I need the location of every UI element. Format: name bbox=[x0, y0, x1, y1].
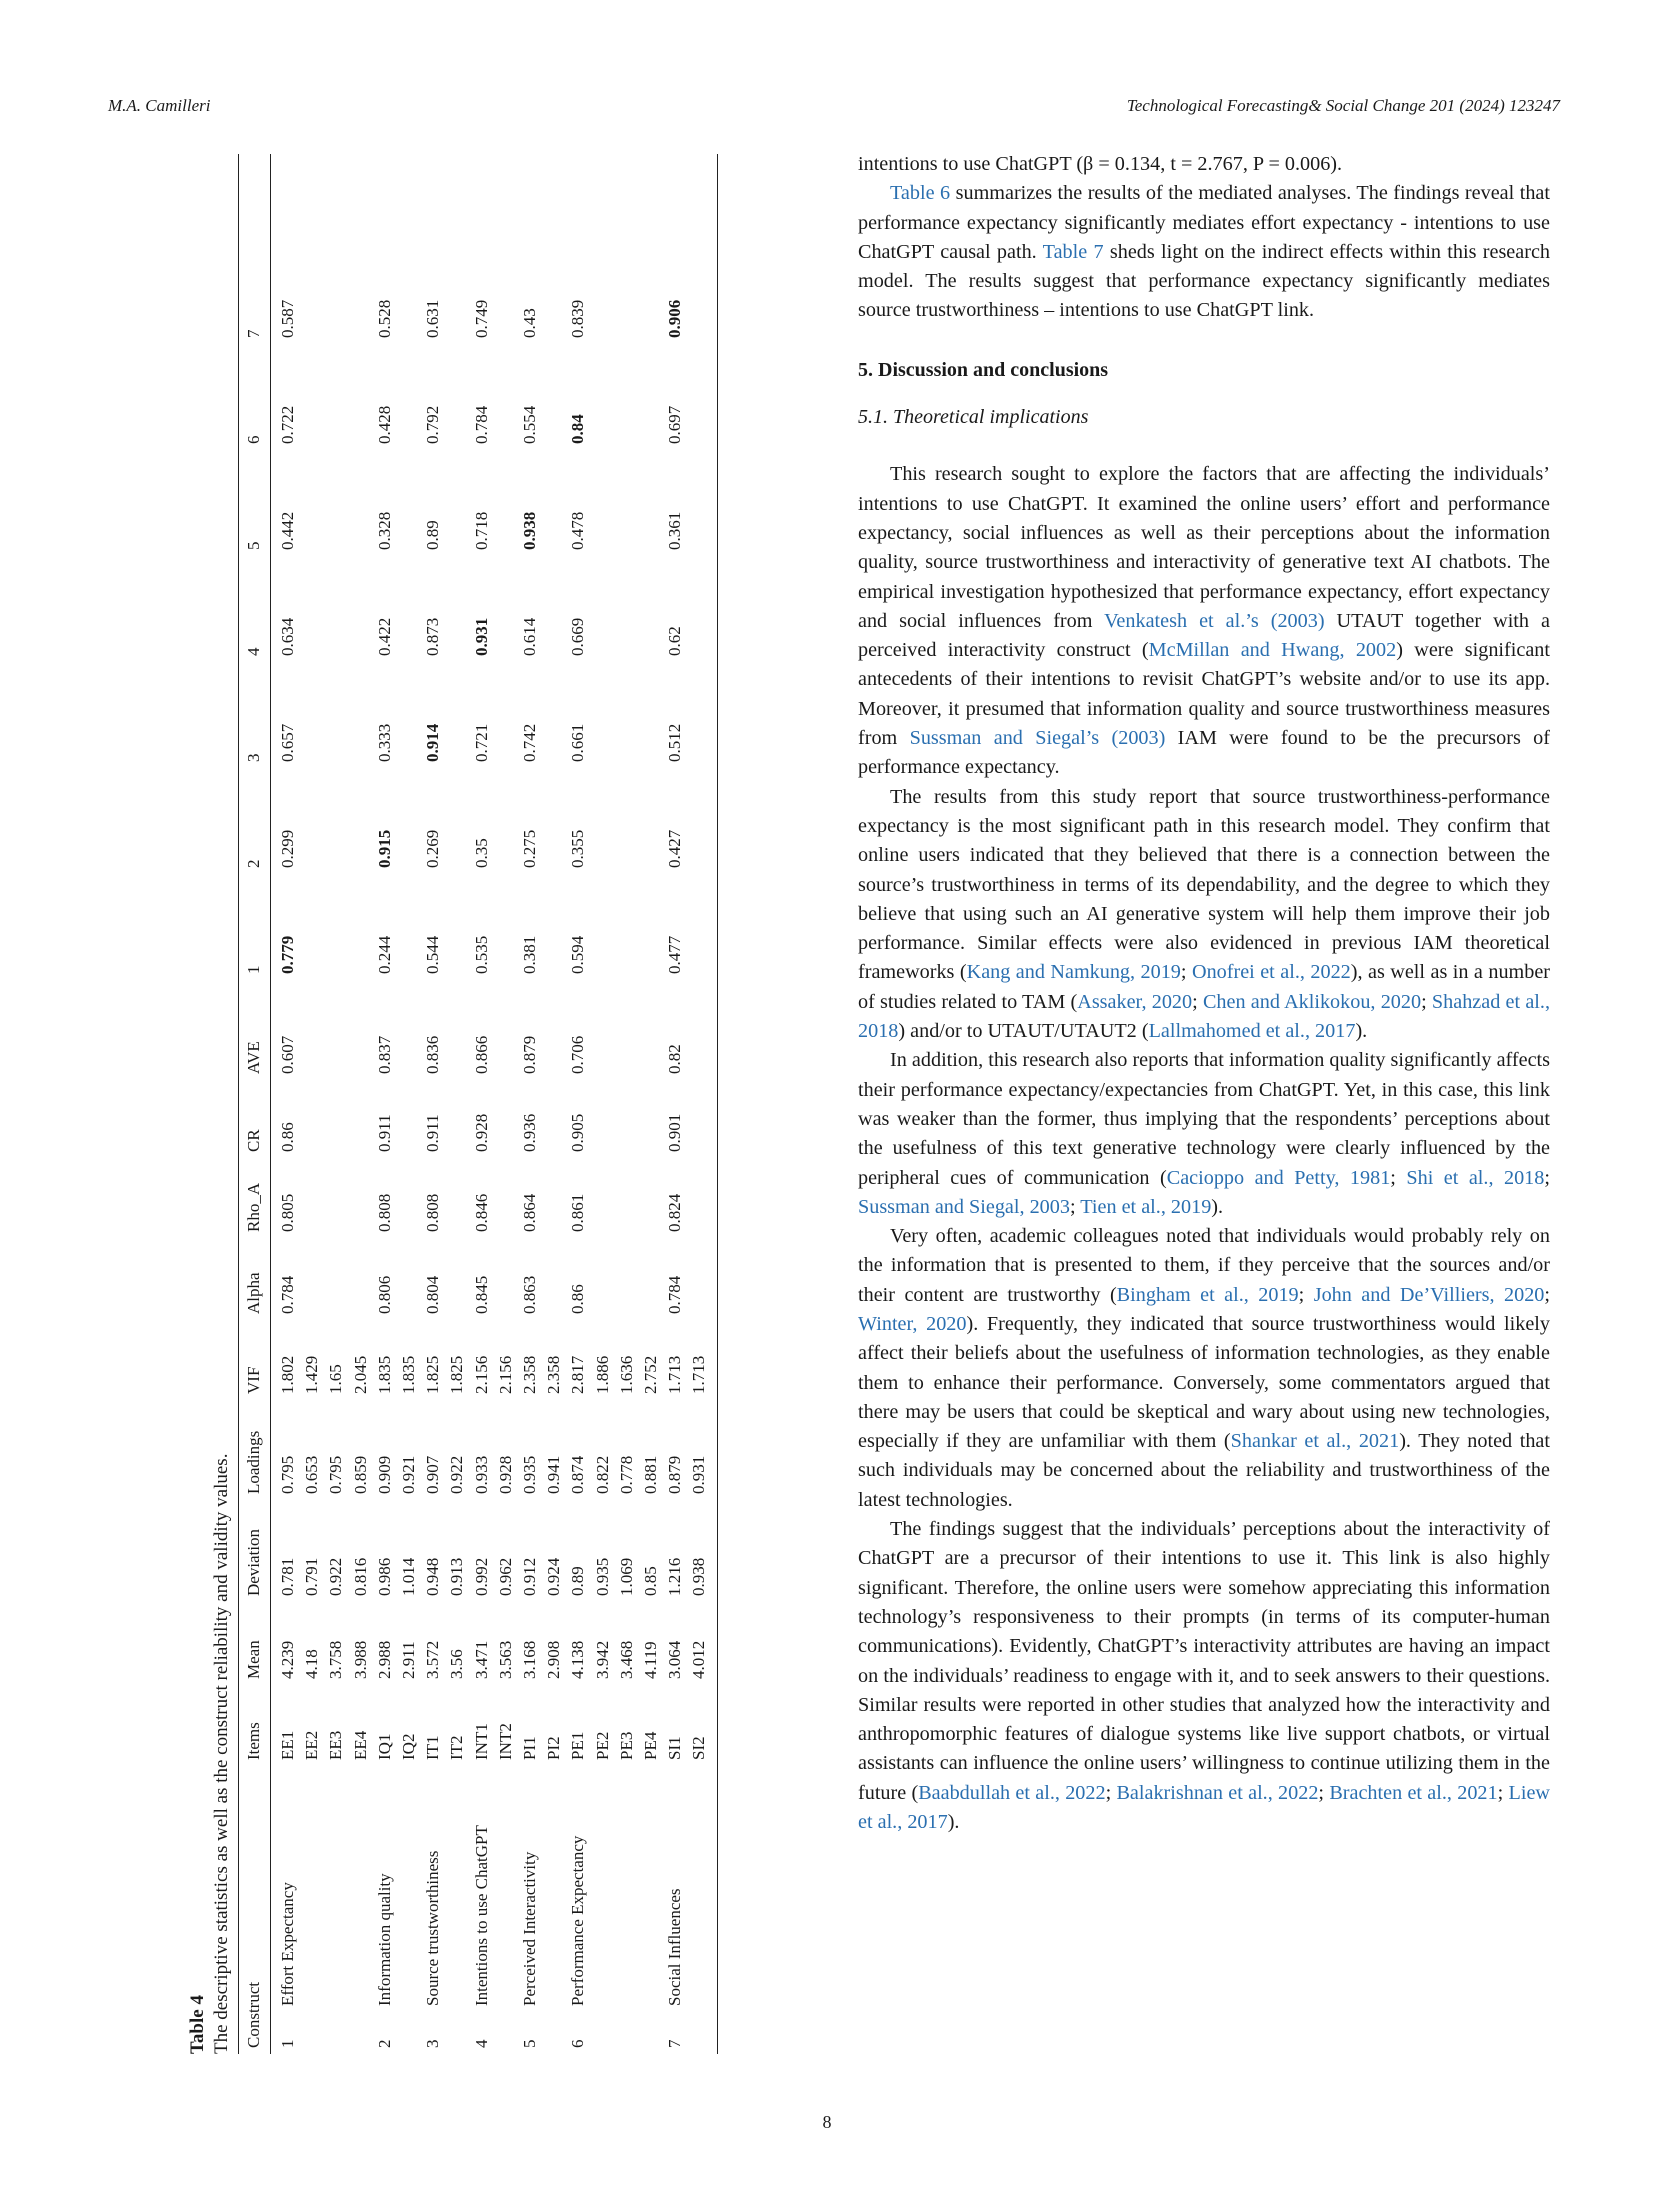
table-cell-correlation: 0.84 bbox=[568, 414, 588, 444]
citation-link[interactable]: Assaker, 2020 bbox=[1077, 990, 1193, 1013]
table-cell-loading: 0.941 bbox=[544, 1455, 564, 1494]
table-header-cell: CR bbox=[244, 1129, 263, 1152]
table-header-cell: 3 bbox=[244, 753, 263, 762]
citation-link[interactable]: Sussman and Siegal’s (2003) bbox=[909, 727, 1166, 750]
citation-link[interactable]: Tien et al., 2019 bbox=[1080, 1195, 1212, 1218]
table-cell-item: INT1 bbox=[471, 1723, 491, 1760]
table-cell-construct-name: Intentions to use ChatGPT bbox=[471, 1825, 491, 2006]
table-cell-loading: 0.921 bbox=[399, 1455, 418, 1494]
table-cell-item: EE4 bbox=[350, 1730, 370, 1760]
table-cell-mean: 3.56 bbox=[447, 1649, 467, 1679]
table-cell-correlation: 0.355 bbox=[568, 829, 588, 868]
table-cell-item: SI1 bbox=[665, 1736, 685, 1760]
table-cell-item: PI2 bbox=[544, 1736, 564, 1760]
table-cell-correlation: 0.427 bbox=[665, 829, 685, 868]
table-cell-loading: 0.653 bbox=[302, 1455, 322, 1494]
table-cell-vif: 2.156 bbox=[495, 1355, 515, 1394]
table-cell-loading: 0.928 bbox=[495, 1455, 515, 1494]
citation-link[interactable]: Bingham et al., 2019 bbox=[1116, 1283, 1299, 1306]
table-cell-correlation: 0.721 bbox=[471, 723, 491, 762]
table-cell-correlation: 0.361 bbox=[665, 511, 685, 550]
table-rule-top bbox=[238, 154, 239, 2054]
table-cell-item: EE2 bbox=[302, 1730, 322, 1760]
table-cell-mean: 3.168 bbox=[520, 1640, 539, 1679]
table-cell-correlation: 0.299 bbox=[278, 829, 297, 868]
table-cell-loading: 0.933 bbox=[471, 1455, 491, 1494]
table-header-cell: Deviation bbox=[244, 1528, 263, 1596]
table-ref-link[interactable]: Table 6 bbox=[890, 182, 951, 205]
table-ref-link[interactable]: Table 7 bbox=[1042, 240, 1104, 263]
page-number: 8 bbox=[822, 2112, 832, 2132]
table-cell-vif: 1.835 bbox=[399, 1355, 418, 1394]
table-cell-loading: 0.879 bbox=[665, 1455, 685, 1494]
table-cell-correlation: 0.931 bbox=[471, 617, 491, 656]
table-cell-correlation: 0.631 bbox=[423, 299, 443, 338]
table-cell-loading: 0.795 bbox=[278, 1455, 297, 1494]
table-header-cell: 6 bbox=[244, 435, 263, 444]
table-cell-alpha: 0.784 bbox=[665, 1275, 685, 1314]
table-cell-correlation: 0.544 bbox=[423, 935, 443, 974]
table-cell-deviation: 1.014 bbox=[399, 1557, 418, 1596]
table-cell-deviation: 0.85 bbox=[641, 1566, 660, 1596]
table-cell-construct-name: Social Influences bbox=[665, 1888, 685, 2006]
table-cell-construct-number: 3 bbox=[423, 2039, 443, 2048]
table-header-cell: VIF bbox=[244, 1366, 263, 1394]
table-cell-loading: 0.859 bbox=[350, 1455, 370, 1494]
table-cell-rho-a: 0.808 bbox=[374, 1193, 394, 1232]
citation-link[interactable]: Chen and Aklikokou, 2020 bbox=[1202, 990, 1422, 1013]
subsection-heading: 5.1. Theoretical implications bbox=[858, 406, 1089, 429]
table-cell-mean: 4.18 bbox=[302, 1649, 322, 1679]
citation-link[interactable]: Lallmahomed et al., 2017 bbox=[1148, 1020, 1356, 1043]
table-cell-correlation: 0.89 bbox=[423, 520, 443, 550]
section-heading: 5. Discussion and conclusions bbox=[858, 358, 1109, 381]
table-cell-deviation: 0.938 bbox=[689, 1557, 709, 1596]
table-cell-correlation: 0.914 bbox=[423, 723, 443, 762]
running-head-author: M.A. Camilleri bbox=[108, 96, 211, 115]
table-cell-deviation: 0.924 bbox=[544, 1557, 564, 1596]
table-cell-item: PE3 bbox=[616, 1731, 636, 1760]
table-cell-correlation: 0.554 bbox=[520, 405, 539, 444]
table-cell-cr: 0.905 bbox=[568, 1113, 588, 1152]
table-cell-rho-a: 0.846 bbox=[471, 1193, 491, 1232]
table-cell-correlation: 0.594 bbox=[568, 935, 588, 974]
table-cell-correlation: 0.381 bbox=[520, 935, 539, 974]
table-cell-deviation: 0.948 bbox=[423, 1557, 443, 1596]
table-cell-item: SI2 bbox=[689, 1736, 709, 1760]
table-cell-deviation: 0.781 bbox=[278, 1557, 297, 1596]
table-cell-deviation: 0.816 bbox=[350, 1557, 370, 1596]
table-cell-ave: 0.836 bbox=[423, 1035, 443, 1074]
table-cell-deviation: 0.992 bbox=[471, 1557, 491, 1596]
table-cell-ave: 0.879 bbox=[520, 1035, 539, 1074]
table-cell-construct-name: Performance Expectancy bbox=[568, 1835, 588, 2006]
table-header-cell: 7 bbox=[244, 329, 263, 338]
table-header-cell: Loadings bbox=[244, 1430, 263, 1494]
table-cell-correlation: 0.669 bbox=[568, 617, 588, 656]
citation-link[interactable]: Balakrishnan et al., 2022 bbox=[1116, 1781, 1319, 1804]
table-cell-cr: 0.911 bbox=[423, 1114, 443, 1152]
table-cell-ave: 0.837 bbox=[374, 1035, 394, 1074]
table-cell-loading: 0.935 bbox=[520, 1455, 539, 1494]
table-cell-construct-name: Perceived Interactivity bbox=[520, 1851, 539, 2006]
citation-link[interactable]: McMillan and Hwang, 2002 bbox=[1148, 639, 1397, 662]
table-cell-loading: 0.909 bbox=[374, 1455, 394, 1494]
table-cell-item: PE1 bbox=[568, 1731, 588, 1760]
table-cell-correlation: 0.873 bbox=[423, 617, 443, 656]
table-cell-construct-number: 7 bbox=[665, 2039, 685, 2048]
table-cell-mean: 4.138 bbox=[568, 1640, 588, 1679]
citation-link[interactable]: Sussman and Siegal, 2003 bbox=[858, 1195, 1070, 1218]
citation-link[interactable]: Shankar et al., 2021 bbox=[1230, 1430, 1400, 1453]
table-cell-deviation: 1.216 bbox=[665, 1557, 685, 1596]
table-cell-correlation: 0.422 bbox=[374, 617, 394, 656]
table-cell-vif: 2.817 bbox=[568, 1355, 588, 1394]
table-cell-correlation: 0.428 bbox=[374, 405, 394, 444]
table-cell-rho-a: 0.808 bbox=[423, 1193, 443, 1232]
table-cell-loading: 0.874 bbox=[568, 1455, 588, 1494]
citation-link[interactable]: Venkatesh et al.’s (2003) bbox=[1104, 609, 1325, 632]
table-cell-correlation: 0.477 bbox=[665, 935, 685, 974]
table-cell-item: PE4 bbox=[641, 1731, 660, 1760]
table-cell-vif: 1.886 bbox=[592, 1355, 612, 1394]
table-cell-vif: 1.65 bbox=[326, 1364, 346, 1394]
table-cell-loading: 0.881 bbox=[641, 1455, 660, 1494]
table-cell-loading: 0.822 bbox=[592, 1455, 612, 1494]
table-rule-header bbox=[270, 154, 271, 2054]
citation-link[interactable]: Winter, 2020 bbox=[858, 1312, 967, 1335]
table-cell-correlation: 0.587 bbox=[278, 299, 297, 338]
table-cell-mean: 3.758 bbox=[326, 1640, 346, 1679]
table-cell-correlation: 0.62 bbox=[665, 626, 685, 656]
table-cell-mean: 3.572 bbox=[423, 1640, 443, 1679]
table-cell-construct-number: 6 bbox=[568, 2039, 588, 2048]
table-cell-item: INT2 bbox=[495, 1723, 515, 1760]
table-cell-correlation: 0.906 bbox=[665, 299, 685, 338]
table-header-cell: 1 bbox=[244, 965, 263, 974]
table-cell-deviation: 0.922 bbox=[326, 1557, 346, 1596]
paragraph: Very often, academic colleagues noted that individuals would probably rely on the information that is presented to them, if they perceive that the sources and/or their content are trustworthy (Bingham et al., 2019; John and De’Villiers, 2020; Winter, 2020). Frequently, they indicated that source trustworthiness would likely affect their beliefs about the usefulness of information technologies, as they enable them to enhance their performance. Conversely, some commentators argued that there may be users that could be skeptical and wary about using new technologies, especially if they are unfamiliar with them (Shankar et al., 2021). They noted that such individuals may be concerned about the reliability and trustworthiness of the latest technologies. bbox=[858, 1225, 1550, 1511]
table-header-cell: Items bbox=[244, 1722, 263, 1760]
table-cell-correlation: 0.535 bbox=[471, 935, 491, 974]
table-cell-construct-number: 4 bbox=[471, 2039, 491, 2048]
table-cell-vif: 2.045 bbox=[350, 1355, 370, 1394]
table-cell-cr: 0.928 bbox=[471, 1113, 491, 1152]
table-cell-cr: 0.86 bbox=[278, 1122, 297, 1152]
table-header-cell: 4 bbox=[244, 647, 263, 656]
citation-link[interactable]: Brachten et al., 2021 bbox=[1329, 1781, 1498, 1804]
table-cell-cr: 0.936 bbox=[520, 1113, 539, 1152]
table-cell-correlation: 0.938 bbox=[520, 511, 539, 550]
table-cell-correlation: 0.718 bbox=[471, 511, 491, 550]
table-cell-construct-name: Information quality bbox=[374, 1873, 394, 2006]
table-cell-item: IT1 bbox=[423, 1735, 443, 1760]
table-cell-item: IQ1 bbox=[374, 1733, 394, 1760]
table-cell-correlation: 0.915 bbox=[374, 829, 394, 868]
table-cell-loading: 0.931 bbox=[689, 1455, 709, 1494]
table-cell-correlation: 0.35 bbox=[471, 838, 491, 868]
table-cell-vif: 1.636 bbox=[616, 1355, 636, 1394]
table-cell-alpha: 0.845 bbox=[471, 1275, 491, 1314]
citation-link[interactable]: Shi et al., 2018 bbox=[1406, 1166, 1545, 1189]
table-cell-ave: 0.82 bbox=[665, 1044, 685, 1074]
table-cell-alpha: 0.863 bbox=[520, 1275, 539, 1314]
table-cell-correlation: 0.244 bbox=[374, 935, 394, 974]
table-cell-correlation: 0.657 bbox=[278, 723, 297, 762]
table-cell-vif: 1.802 bbox=[278, 1355, 297, 1394]
table-cell-deviation: 0.935 bbox=[592, 1557, 612, 1596]
table-header-cell: Rho_A bbox=[244, 1182, 263, 1232]
table-cell-alpha: 0.806 bbox=[374, 1275, 394, 1314]
table-cell-correlation: 0.749 bbox=[471, 299, 491, 338]
table-cell-mean: 4.239 bbox=[278, 1640, 297, 1679]
paragraph: The results from this study report that source trustworthiness-performance expectancy is the most significant path in this research model. They confirm that online users indicated that they believed that there is a connection between the source’s trustworthiness in terms of its dependability, and the degree to which they believe that using such an AI generative system will help them improve their job performance. Similar effects were also evidenced in previous IAM theoretical frameworks (Kang and Namkung, 2019; Onofrei et al., 2022), as well as in a number of studies related to TAM (Assaker, 2020; Chen and Aklikokou, 2020; Shahzad et al., 2018) and/or to UTAUT/UTAUT2 (Lallmahomed et al., 2017). bbox=[858, 785, 1551, 1043]
table-cell-mean: 2.911 bbox=[399, 1641, 418, 1679]
table-cell-deviation: 0.89 bbox=[568, 1566, 588, 1596]
table-cell-correlation: 0.328 bbox=[374, 511, 394, 550]
table-cell-alpha: 0.784 bbox=[278, 1275, 297, 1314]
table-cell-ave: 0.607 bbox=[278, 1035, 297, 1074]
table-header-cell: AVE bbox=[244, 1041, 263, 1074]
table-cell-item: PI1 bbox=[520, 1736, 539, 1760]
table-cell-correlation: 0.275 bbox=[520, 829, 539, 868]
table-cell-correlation: 0.634 bbox=[278, 617, 297, 656]
table-cell-construct-number: 2 bbox=[374, 2039, 394, 2048]
table-cell-rho-a: 0.861 bbox=[568, 1193, 588, 1232]
table-cell-vif: 1.713 bbox=[689, 1355, 709, 1394]
table-cell-deviation: 0.791 bbox=[302, 1557, 322, 1596]
table-cell-correlation: 0.697 bbox=[665, 405, 685, 444]
table-cell-cr: 0.901 bbox=[665, 1113, 685, 1152]
table-cell-cr: 0.911 bbox=[374, 1114, 394, 1152]
citation-link[interactable]: Liew et al., 2017 bbox=[858, 1781, 1550, 1834]
table-rule-bottom bbox=[717, 154, 718, 2054]
table-cell-correlation: 0.442 bbox=[278, 511, 297, 550]
table-cell-vif: 1.429 bbox=[302, 1355, 322, 1394]
table-header-cell: Alpha bbox=[244, 1272, 263, 1314]
citation-link[interactable]: John and De’Villiers, 2020 bbox=[1313, 1283, 1545, 1306]
table-cell-correlation: 0.779 bbox=[278, 935, 297, 974]
table-cell-alpha: 0.86 bbox=[568, 1284, 588, 1314]
table-cell-correlation: 0.722 bbox=[278, 405, 297, 444]
table-cell-loading: 0.778 bbox=[616, 1455, 636, 1494]
table-cell-vif: 2.156 bbox=[471, 1355, 491, 1394]
table-cell-mean: 2.988 bbox=[374, 1640, 394, 1679]
paragraph: In addition, this research also reports that information quality significantly affects their performance expectancy/expectancies from ChatGPT. Yet, in this case, this link was weaker than the former, thus implying that the respondents’ perceptions about the usefulness of this text generative technology were clearly influenced by the peripheral cues of communication (Cacioppo and Petty, 1981; Shi et al., 2018; Sussman and Siegal, 2003; Tien et al., 2019). bbox=[858, 1049, 1550, 1218]
citation-link[interactable]: Onofrei et al., 2022 bbox=[1191, 961, 1351, 984]
table-cell-rho-a: 0.824 bbox=[665, 1193, 685, 1232]
table-cell-correlation: 0.269 bbox=[423, 829, 443, 868]
table-cell-deviation: 0.912 bbox=[520, 1557, 539, 1596]
table-cell-rho-a: 0.864 bbox=[520, 1193, 539, 1232]
table-cell-loading: 0.795 bbox=[326, 1455, 346, 1494]
paragraph: Table 6 summarizes the results of the mediated analyses. The findings reveal that performance expectancy significantly mediates effort expectancy - intentions to use ChatGPT causal path. Table 7 sheds light on the indirect effects within this research model. The results suggest that performance expectancy significantly mediates source trustworthiness – intentions to use ChatGPT link. bbox=[858, 182, 1551, 322]
table-cell-item: EE3 bbox=[326, 1730, 346, 1760]
table-cell-correlation: 0.43 bbox=[520, 308, 539, 338]
citation-link[interactable]: Shahzad et al., 2018 bbox=[858, 990, 1550, 1043]
paragraph: The findings suggest that the individuals’ perceptions about the interactivity of ChatGPT are a precursor of their intentions to use it. This link is also highly significant. Therefore, the online users were somehow appreciating this information technology’s responsiveness to their prompts (in terms of its computer-human communications). Evidently, ChatGPT’s interactivity attributes are having an impact on the individuals’ readiness to engage with it, and to seek answers to their questions. Similar results were reported in other studies that analyzed how the interactivity and anthropomorphic features of dialogue systems like live support chatbots, or virtual assistants can influence the online users’ willingness to continue utilizing them in the future (Baabdullah et al., 2022; Balakrishnan et al., 2022; Brachten et al., 2021; Liew et al., 2017). bbox=[858, 1518, 1550, 1834]
table-cell-ave: 0.706 bbox=[568, 1035, 588, 1074]
table-header-cell: 2 bbox=[244, 859, 263, 868]
table-cell-vif: 2.358 bbox=[520, 1355, 539, 1394]
table-cell-mean: 4.012 bbox=[689, 1640, 709, 1679]
table-cell-vif: 1.713 bbox=[665, 1355, 685, 1394]
table-header-cell: Mean bbox=[244, 1640, 263, 1679]
table-cell-ave: 0.866 bbox=[471, 1035, 491, 1074]
table-cell-correlation: 0.784 bbox=[471, 405, 491, 444]
running-head-journal: Technological Forecasting& Social Change 201 (2024) 123247 bbox=[1126, 96, 1560, 115]
table-cell-loading: 0.922 bbox=[447, 1455, 467, 1494]
table-cell-mean: 3.563 bbox=[495, 1640, 515, 1679]
table-cell-correlation: 0.792 bbox=[423, 405, 443, 444]
table-cell-correlation: 0.614 bbox=[520, 617, 539, 656]
citation-link[interactable]: Kang and Namkung, 2019 bbox=[966, 961, 1181, 984]
table-cell-construct-name: Effort Expectancy bbox=[278, 1882, 297, 2006]
table-cell-vif: 2.358 bbox=[544, 1355, 564, 1394]
table-cell-vif: 2.752 bbox=[641, 1355, 660, 1394]
citation-link[interactable]: Baabdullah et al., 2022 bbox=[918, 1781, 1106, 1804]
table-caption bbox=[186, 1454, 234, 2054]
paragraph: This research sought to explore the factors that are affecting the individuals’ intentions to use ChatGPT. It examined the online users’ effort and performance expectancy, social influences as well as their perceptions about the information quality, source trustworthiness and interactivity of generative text AI chatbots. The empirical investigation hypothesized that performance expectancy, effort expectancy and social influences from Venkatesh et al.’s (2003) UTAUT together with a perceived interactivity construct (McMillan and Hwang, 2002) were significant antecedents of their intentions to revisit ChatGPT’s website and/or to use its app. Moreover, it presumed that information quality and source trustworthiness measures from Sussman and Siegal’s (2003) IAM were found to be the precursors of performance expectancy. bbox=[858, 463, 1550, 779]
table-cell-correlation: 0.839 bbox=[568, 299, 588, 338]
table-cell-correlation: 0.742 bbox=[520, 723, 539, 762]
table-cell-construct-number: 1 bbox=[278, 2039, 297, 2048]
table-4 bbox=[180, 154, 720, 2054]
table-cell-item: IQ2 bbox=[399, 1733, 418, 1760]
table-cell-correlation: 0.528 bbox=[374, 299, 394, 338]
table-cell-deviation: 0.962 bbox=[495, 1557, 515, 1596]
table-cell-alpha: 0.804 bbox=[423, 1275, 443, 1314]
table-cell-deviation: 0.986 bbox=[374, 1557, 394, 1596]
table-cell-correlation: 0.478 bbox=[568, 511, 588, 550]
table-cell-item: EE1 bbox=[278, 1730, 297, 1760]
table-cell-deviation: 1.069 bbox=[616, 1557, 636, 1596]
table-cell-mean: 3.942 bbox=[592, 1640, 612, 1679]
table-cell-correlation: 0.333 bbox=[374, 723, 394, 762]
table-header-cell: 5 bbox=[244, 541, 263, 550]
table-cell-construct-name: Source trustworthiness bbox=[423, 1850, 443, 2006]
table-cell-mean: 4.119 bbox=[641, 1641, 660, 1679]
table-header-cell: Construct bbox=[244, 1981, 263, 2048]
table-cell-vif: 1.825 bbox=[423, 1355, 443, 1394]
table-cell-rho-a: 0.805 bbox=[278, 1193, 297, 1232]
table-label: Table 4 bbox=[187, 1995, 208, 2054]
table-caption-text: The descriptive statistics as well as the construct reliability and validity values. bbox=[211, 1453, 232, 2054]
table-cell-mean: 3.468 bbox=[616, 1640, 636, 1679]
table-cell-correlation: 0.661 bbox=[568, 723, 588, 762]
table-cell-deviation: 0.913 bbox=[447, 1557, 467, 1596]
table-cell-correlation: 0.512 bbox=[665, 723, 685, 762]
table-cell-item: PE2 bbox=[592, 1731, 612, 1760]
table-cell-mean: 3.064 bbox=[665, 1640, 685, 1679]
table-cell-vif: 1.825 bbox=[447, 1355, 467, 1394]
paragraph: intentions to use ChatGPT (β = 0.134, t = 2.767, P = 0.006). bbox=[858, 153, 1343, 175]
main-text-column bbox=[858, 150, 1550, 1837]
table-cell-mean: 3.471 bbox=[471, 1640, 491, 1679]
table-cell-item: IT2 bbox=[447, 1735, 467, 1760]
table-cell-loading: 0.907 bbox=[423, 1455, 443, 1494]
table-cell-construct-number: 5 bbox=[520, 2039, 539, 2048]
table-cell-mean: 3.988 bbox=[350, 1640, 370, 1679]
table-cell-mean: 2.908 bbox=[544, 1640, 564, 1679]
table-cell-vif: 1.835 bbox=[374, 1355, 394, 1394]
citation-link[interactable]: Cacioppo and Petty, 1981 bbox=[1166, 1166, 1391, 1189]
